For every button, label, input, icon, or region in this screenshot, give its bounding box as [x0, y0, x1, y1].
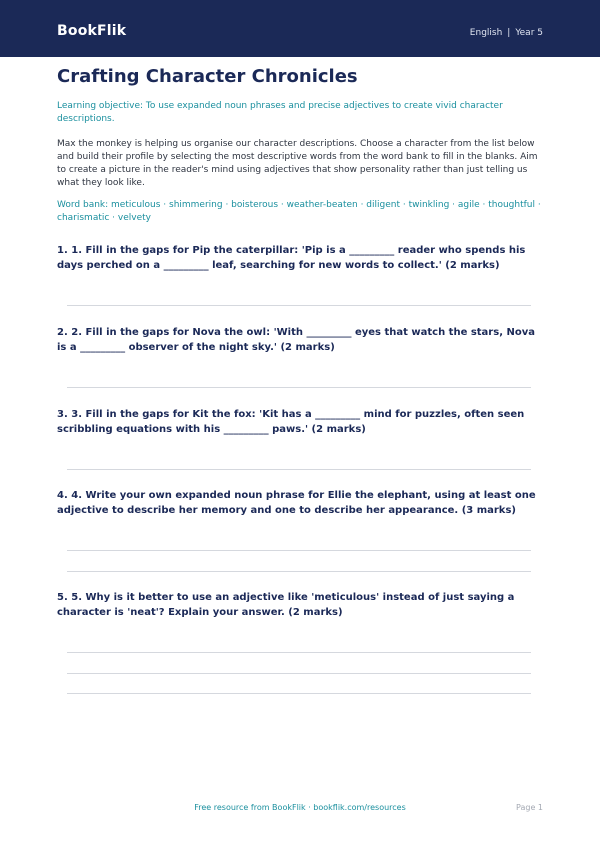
subject-year-label [470, 28, 543, 38]
subject-label: English [469, 28, 503, 38]
learning-objective: Learning objective: To use expanded noun phrases and precise adjectives to create vivid character descriptions. [57, 101, 503, 124]
year-label: Year 5 [515, 28, 543, 38]
footer-credit: Free resource from BookFlik · bookflik.com/resources [194, 803, 406, 812]
answer-line-q5-2[interactable] [67, 673, 531, 674]
answer-line-q5-3[interactable] [67, 693, 531, 694]
worksheet-title: Crafting Character Chronicles [57, 66, 358, 87]
question-1: 1. 1. Fill in the gaps for Pip the caterpillar: 'Pip is a _________ reader who spends his days perched on a _________ leaf, searching for new words to collect.' (2 marks) [57, 245, 526, 271]
subject-separator: | [507, 28, 511, 38]
question-3: 3. 3. Fill in the gaps for Kit the fox: 'Kit has a _________ mind for puzzles, often seen scribbling equations with his _________ paws.' (2 marks) [57, 409, 525, 435]
question-2: 2. 2. Fill in the gaps for Nova the owl: 'With _________ eyes that watch the stars, Nova is a _________ observer of the night sky.' (2 marks) [57, 327, 535, 353]
question-5: 5. 5. Why is it better to use an adjective like 'meticulous' instead of just saying a character is 'neat'? Explain your answer. (2 marks) [57, 592, 515, 618]
brand-logo-text: BookFlik [57, 23, 127, 39]
word-bank: Word bank: meticulous · shimmering · boisterous · weather-beaten · diligent · twinkling · agile · thoughtful · charismatic · velvety [57, 200, 541, 223]
page-number: Page 1 [516, 803, 543, 812]
answer-line-q1-1[interactable] [67, 305, 531, 306]
answer-line-q4-2[interactable] [67, 571, 531, 572]
answer-line-q5-1[interactable] [67, 652, 531, 653]
page-header [0, 0, 600, 57]
answer-line-q3-1[interactable] [67, 469, 531, 470]
question-4: 4. 4. Write your own expanded noun phrase for Ellie the elephant, using at least one adjective to describe her memory and one to describe her appearance. (3 marks) [57, 490, 536, 516]
intro-paragraph: Max the monkey is helping us organise our character descriptions. Choose a character from the list below and build their profile by selecting the most descriptive words from the word bank to fill in the blanks. Aim to create a picture in the reader's mind using adjectives that show personality rather than just telling us what they look like. [57, 139, 538, 188]
answer-line-q2-1[interactable] [67, 387, 531, 388]
answer-line-q4-1[interactable] [67, 550, 531, 551]
